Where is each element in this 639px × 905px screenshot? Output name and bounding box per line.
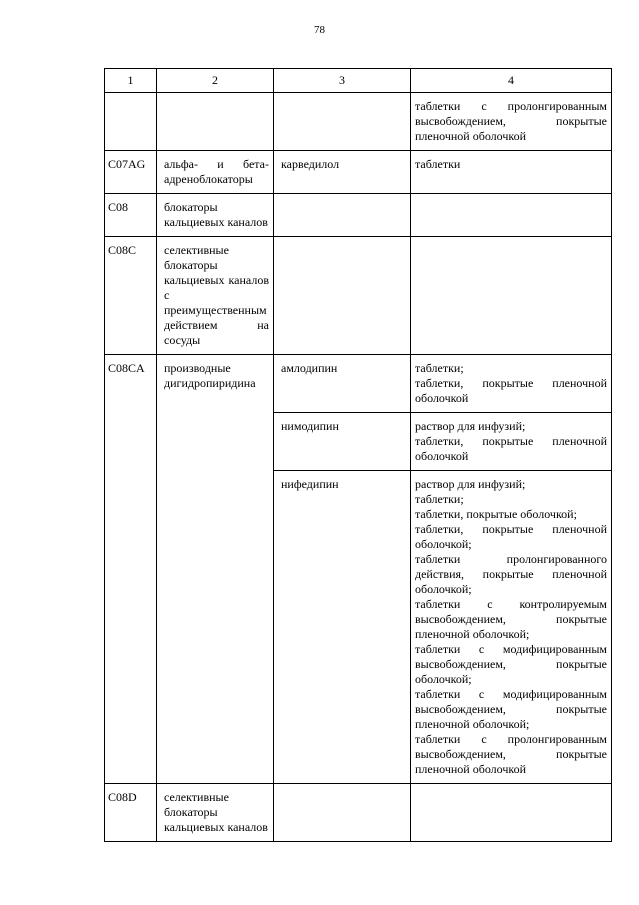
drug-cell: карведилол xyxy=(274,151,411,194)
dosage-form: раствор для инфузий; xyxy=(415,477,526,491)
group-cell: производные дигидропиридина xyxy=(157,355,274,784)
dosage-form: таблетки, покрытые пленочной оболочкой xyxy=(415,434,607,463)
drug-cell xyxy=(274,784,411,842)
dosage-form: таблетки пролонгированного действия, покрытые пленочной оболочкой; xyxy=(415,552,607,596)
drug-cell xyxy=(274,237,411,355)
dosage-form: таблетки с контролируемым высвобождением, покрытые пленочной оболочкой; xyxy=(415,597,607,641)
page-number: 78 xyxy=(314,24,325,36)
dosage-form: таблетки, покрытые оболочкой; xyxy=(415,507,577,521)
dosage-form: таблетки xyxy=(415,157,461,171)
drug-cell: нифедипин xyxy=(274,471,411,784)
code-cell: C08D xyxy=(105,784,157,842)
dosage-form: таблетки с пролонгированным высвобождением, покрытые пленочной оболочкой xyxy=(415,732,607,776)
code-cell: C07AG xyxy=(105,151,157,194)
forms-cell xyxy=(411,93,612,151)
table-row xyxy=(105,93,612,151)
drug-table xyxy=(104,68,612,842)
drug-cell: амлодипин xyxy=(274,355,411,413)
forms-cell xyxy=(411,784,612,842)
group-cell: альфа- и бета-адреноблокаторы xyxy=(157,151,274,194)
dosage-form: таблетки, покрытые пленочной оболочкой xyxy=(415,376,607,405)
table-header-row xyxy=(105,69,612,93)
header-col-2: 2 xyxy=(157,69,274,93)
group-cell: селективные блокаторы кальциевых каналов xyxy=(157,784,274,842)
group-cell xyxy=(157,93,274,151)
group-cell: селективные блокаторы кальциевых каналов с преимущественным действием на сосуды xyxy=(157,237,274,355)
forms-cell xyxy=(411,471,612,784)
forms-cell xyxy=(411,151,612,194)
table-row xyxy=(105,355,612,413)
group-cell: блокаторы кальциевых каналов xyxy=(157,194,274,237)
code-cell: C08 xyxy=(105,194,157,237)
dosage-form: таблетки с модифицированным высвобождением, покрытые пленочной оболочкой; xyxy=(415,687,607,731)
table-row xyxy=(105,194,612,237)
forms-cell xyxy=(411,194,612,237)
header-col-3: 3 xyxy=(274,69,411,93)
forms-cell xyxy=(411,355,612,413)
code-cell: C08C xyxy=(105,237,157,355)
header-col-4: 4 xyxy=(411,69,612,93)
dosage-form: раствор для инфузий; xyxy=(415,419,526,433)
table-row xyxy=(105,151,612,194)
table-row xyxy=(105,784,612,842)
drug-cell: нимодипин xyxy=(274,413,411,471)
code-cell: C08CA xyxy=(105,355,157,784)
dosage-form: таблетки; xyxy=(415,361,464,375)
forms-cell xyxy=(411,413,612,471)
dosage-form: таблетки с пролонгированным высвобождением, покрытые пленочной оболочкой xyxy=(415,99,607,143)
drug-cell xyxy=(274,93,411,151)
dosage-form: таблетки; xyxy=(415,492,464,506)
dosage-form: таблетки с модифицированным высвобождением, покрытые оболочкой; xyxy=(415,642,607,686)
table-row xyxy=(105,237,612,355)
code-cell xyxy=(105,93,157,151)
drug-cell xyxy=(274,194,411,237)
forms-cell xyxy=(411,237,612,355)
dosage-form: таблетки, покрытые пленочной оболочкой; xyxy=(415,522,607,551)
header-col-1: 1 xyxy=(105,69,157,93)
